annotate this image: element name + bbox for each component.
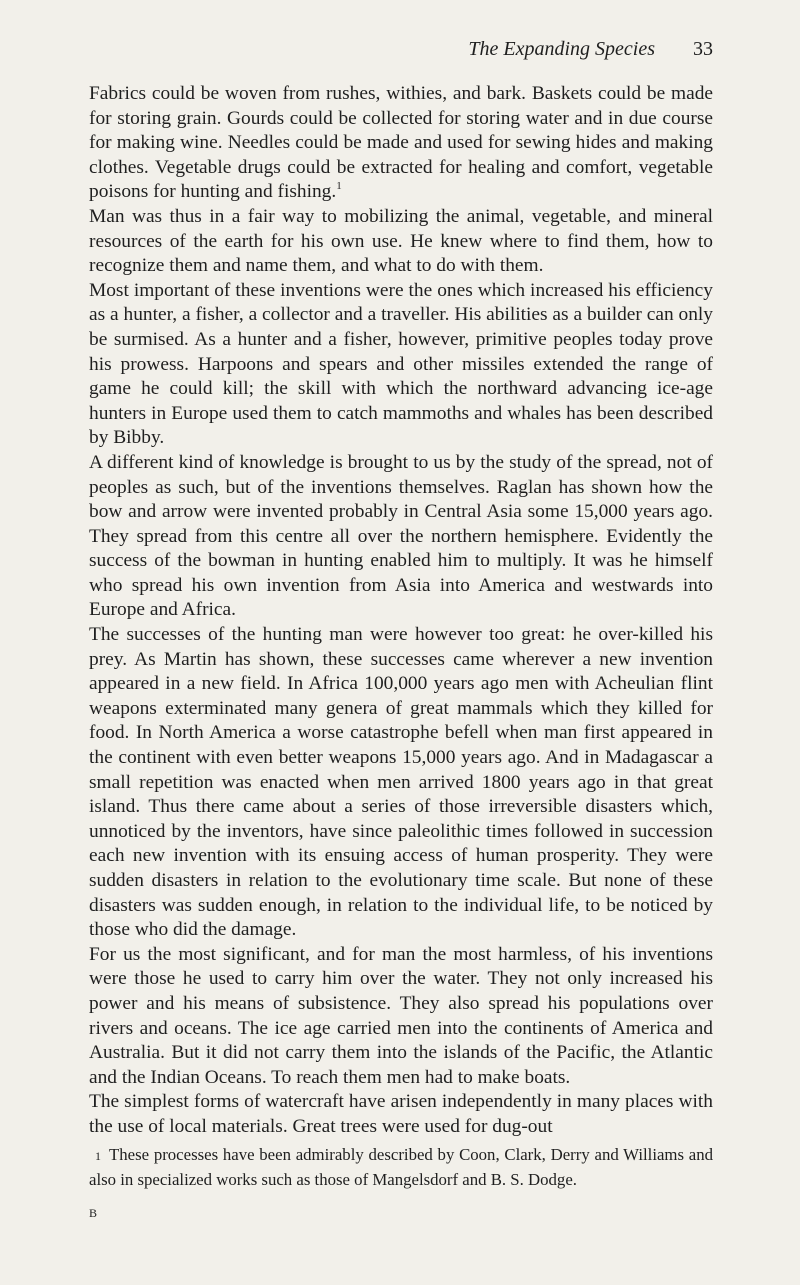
paragraph: The simplest forms of watercraft have arisen independently in many places with the use of local materials. Great trees were used for dug-out [89,1091,713,1137]
footnote [89,1143,713,1191]
footnote-text: These processes have been admirably described by Coon, Clark, Derry and Williams and also in specialized works such as those of Mangelsdorf and B. S. Dodge. [89,1144,713,1189]
book-page [89,30,713,1221]
body-text [89,82,713,1140]
footnote-number: 1 [95,1148,101,1163]
running-title: The Expanding Species [468,38,655,60]
paragraph: Most important of these inventions were the ones which increased his efficiency as a hunter, a fisher, a collector and a traveller. His abilities as a builder can only be surmised. As a hunter and a fisher, however, primitive peoples today prove his prowess. Harpoons and spears and other missiles extended the range of game he could kill; the skill with which the northward advancing ice-age hunters in Europe used them to catch mammoths and whales has been described by Bibby. [89,279,713,449]
page-number: 33 [693,38,713,60]
footnote-reference[interactable]: 1 [336,180,342,193]
paragraph: Man was thus in a fair way to mobilizing the animal, vegetable, and mineral resources of the earth for his own use. He knew where to find them, how to recognize them and name them, and what to do with them. [89,205,713,277]
paragraph [89,82,713,205]
signature-mark: B [89,1205,99,1220]
paragraph: For us the most significant, and for man the most harmless, of his inventions were those he used to carry him over the water. They not only increased his power and his means of subsistence. They also spread his populations over rivers and oceans. The ice age carried men into the continents of America and Australia. But it did not carry them into the islands of the Pacific, the Atlantic and the Indian Oceans. To reach them men had to make boats. [89,943,713,1088]
running-header [89,30,713,66]
paragraph: A different kind of knowledge is brought to us by the study of the spread, not of peoples as such, but of the inventions themselves. Raglan has shown how the bow and arrow were invented probably in Central Asia some 15,000 years ago. They spread from this centre all over the northern hemisphere. Evidently the success of the bowman in hunting enabled him to multiply. It was he himself who spread his own invention from Asia into America and westwards into Europe and Africa. [89,451,713,621]
paragraph-text: Fabrics could be woven from rushes, withies, and bark. Baskets could be made for storing grain. Gourds could be collected for storing water and in due course for making wine. Needles could be made and used for sewing hides and making clothes. Vegetable drugs could be extracted for healing and comfort, vegetable poisons for hunting and fishing. [89,83,713,203]
paragraph: The successes of the hunting man were however too great: he over-killed his prey. As Martin has shown, these successes came wherever a new invention appeared in a new field. In Africa 100,000 years ago men with Acheulian flint weapons exterminated many genera of great mammals which they killed for food. In North America a worse catastrophe befell when man first appeared in the continent with even better weapons 15,000 years ago. And in Madagascar a small repetition was enacted when men arrived 1800 years ago in that great island. Thus there came about a series of those irreversible disasters which, unnoticed by the inventors, have since paleolithic times followed in succession each new invention with its ensuing access of human prosperity. They were sudden disasters in relation to the evolutionary time scale. But none of these disasters was sudden enough, in relation to the individual life, to be noticed by those who did the damage. [89,624,713,941]
